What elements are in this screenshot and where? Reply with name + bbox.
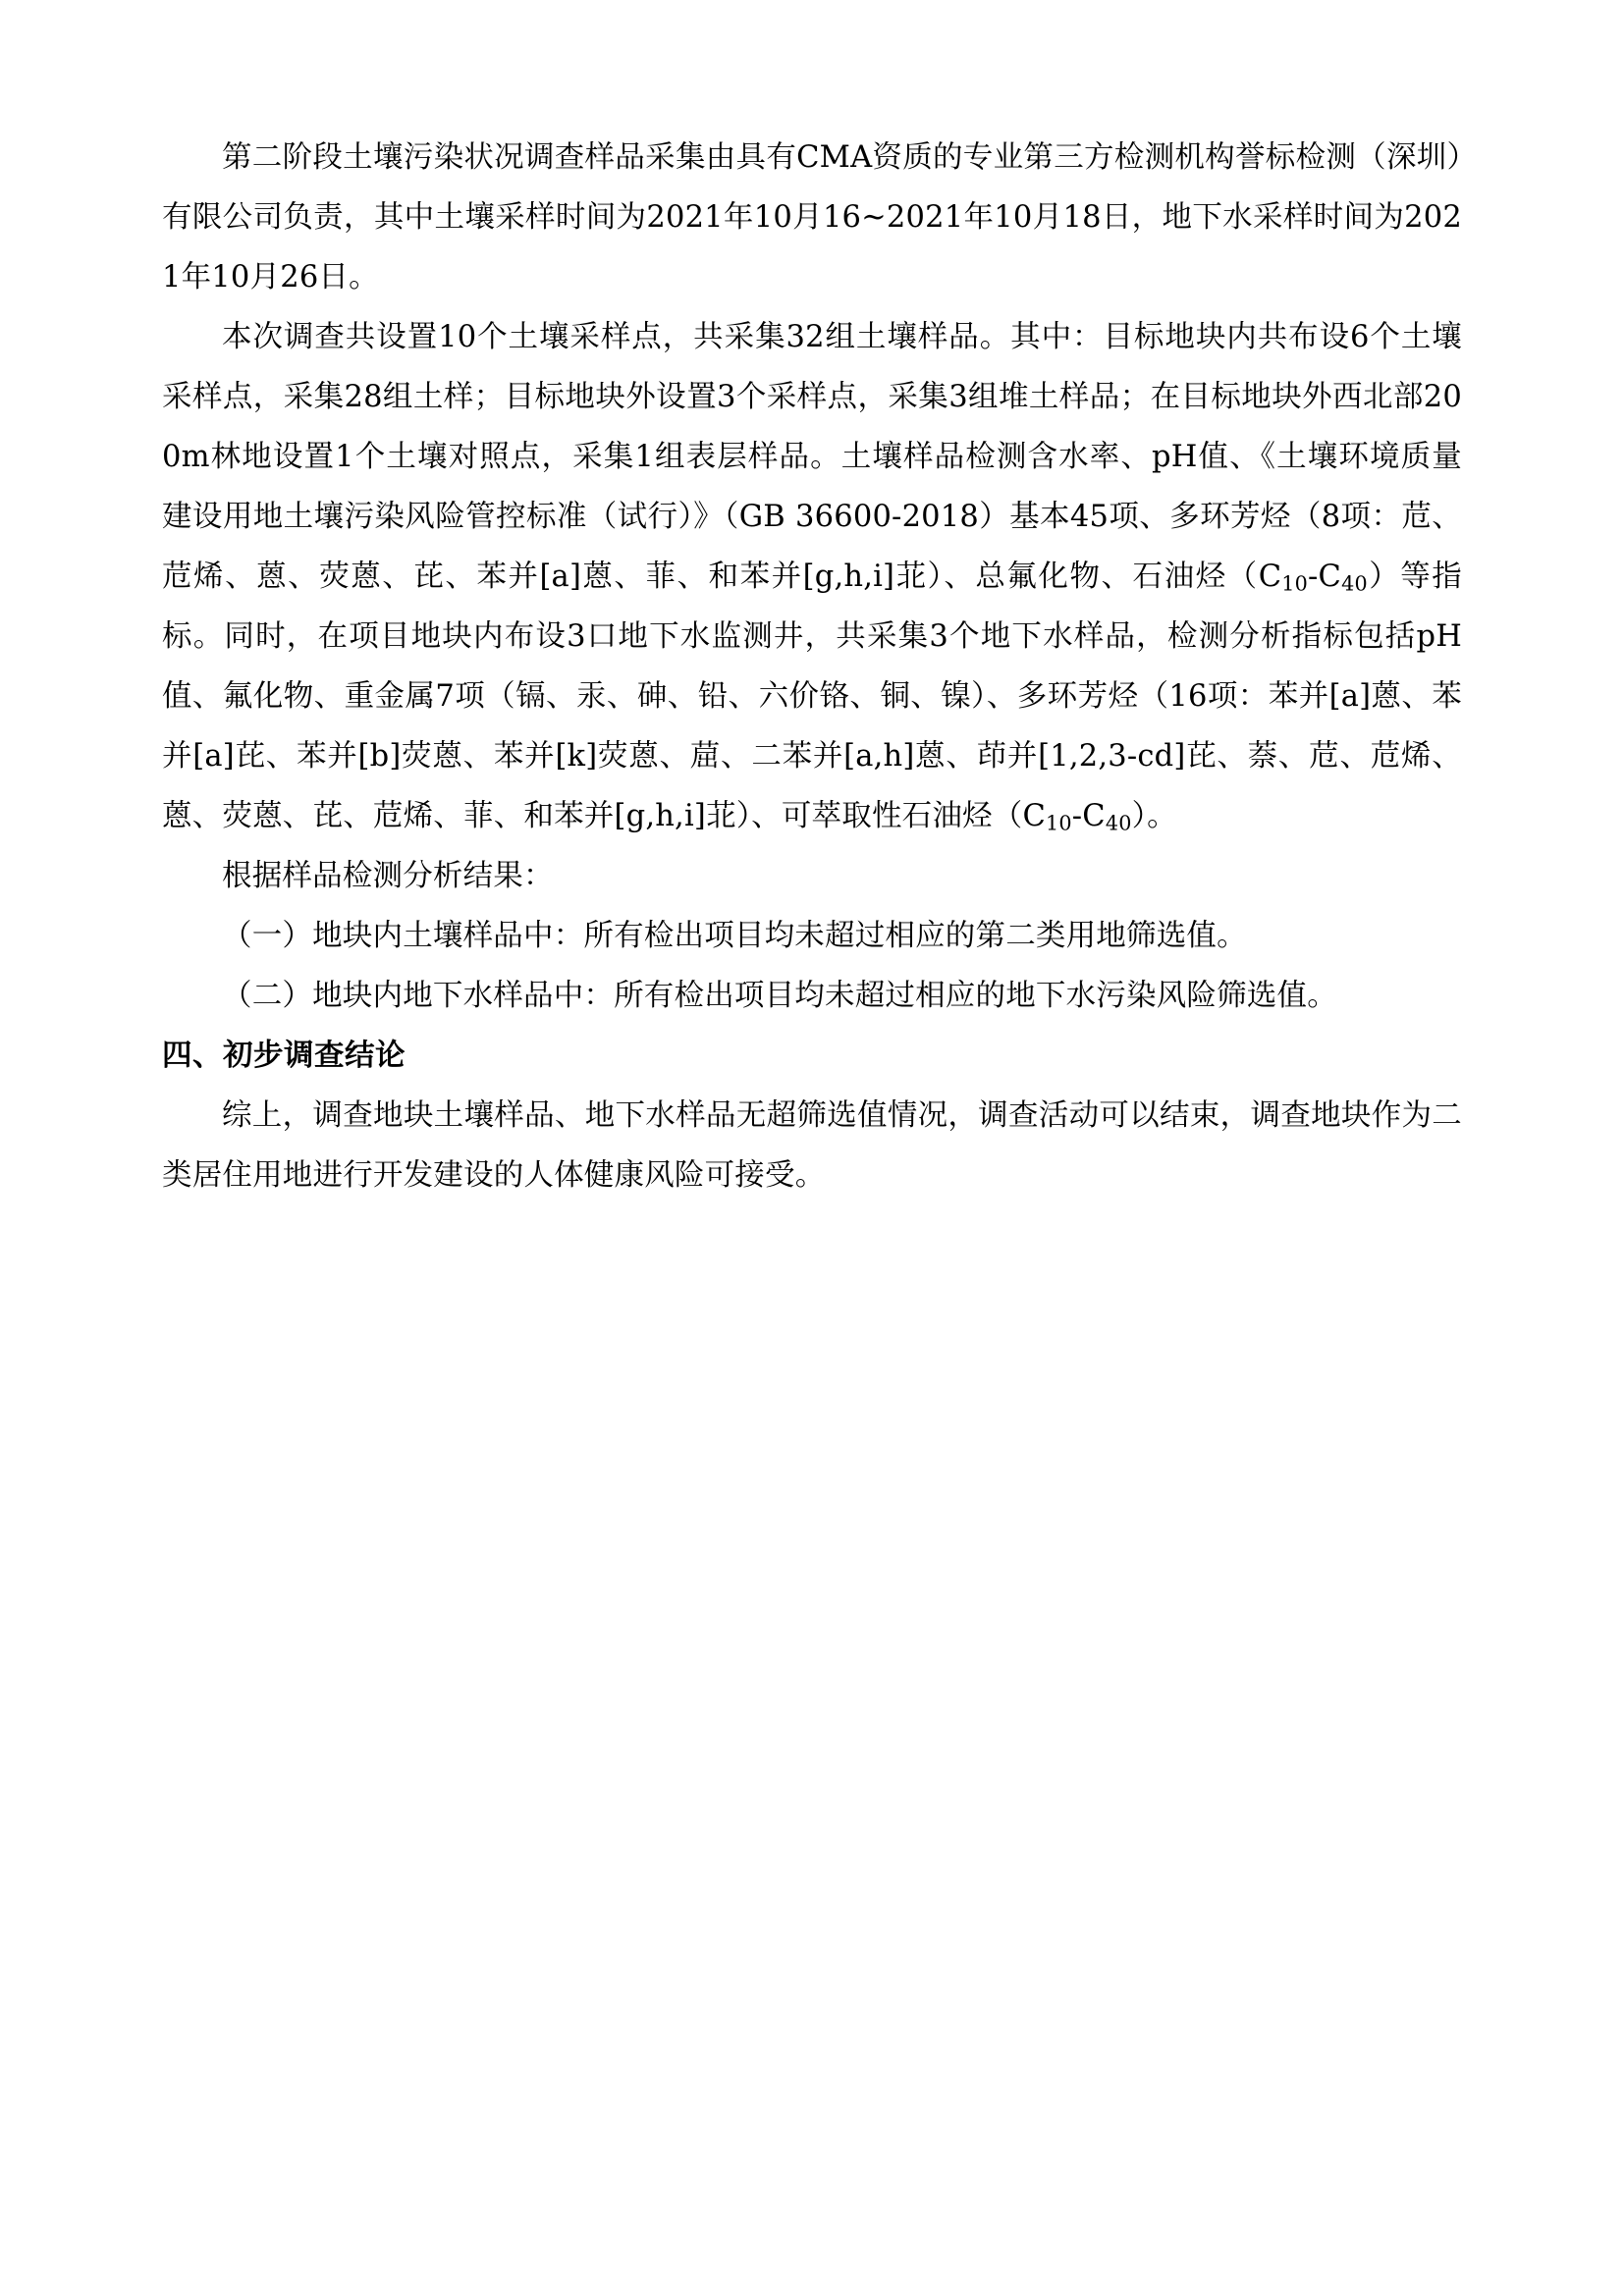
paragraph-results-intro [162, 846, 1462, 906]
paragraph-sampling-agency [162, 128, 1462, 307]
paragraph-text: （二）地块内地下水样品中：所有检出项目均未超过相应的地下水污染风险筛选值。 [222, 979, 1337, 1013]
paragraph-text-part-1: 本次调查共设置10个土壤采样点，共采集32组土壤样品。其中：目标地块内共布设6个土壤采样点，采集28组土样；目标地块外设置3个采样点，采集3组堆土样品；在目标地块外西北部200m林地设置1个土壤对照点，采集1组表层样品。土壤样品检测含水率、pH值、《土壤环境质量 建设用地土壤污染风险管控标准（试行）》（GB 36600-2018）基本45项、多环芳烃（8项：苊、苊烯、蒽、荧蒽、芘、苯并[a]蒽、菲、和苯并[g,h,i]苝）、总氟化物、石油烃（C [162, 320, 1462, 594]
paragraph-text: 根据样品检测分析结果： [222, 859, 554, 893]
paragraph-survey-details [162, 307, 1462, 846]
subscript-c10 [1281, 560, 1308, 594]
subscript-value: 40 [1105, 811, 1132, 835]
paragraph-text-part-2: ）等指标。同时，在项目地块内布设3口地下水监测井，共采集3个地下水样品，检测分析指标包括pH值、氟化物、重金属7项（镉、汞、砷、铅、六价铬、铜、镍）、多环芳烃（16项：苯并[a]蒽、苯并[a]芘、苯并[b]荧蒽、苯并[k]荧蒽、䓛、二苯并[a,h]蒽、茚并[1,2,3-cd]芘、萘、苊、苊烯、蒽、荧蒽、芘、苊烯、菲、和苯并[g,h,i]苝）、可萃取性石油烃（C [162, 560, 1463, 833]
subscript-c10-2 [1046, 799, 1072, 833]
subscript-value: 40 [1341, 571, 1368, 596]
paragraph-text: 第二阶段土壤污染状况调查样品采集由具有CMA资质的专业第三方检测机构誉标检测（深圳）有限公司负责，其中土壤采样时间为2021年10月16~2021年10月18日，地下水采样时间为2021年10月26日。 [162, 140, 1462, 294]
paragraph-conclusion: 综上，调查地块土壤样品、地下水样品无超筛选值情况，调查活动可以结束，调查地块作为二类居住用地进行开发建设的人体健康风险可接受。 [162, 1098, 1462, 1193]
subscript-c40 [1341, 560, 1368, 594]
subscript-c40-2 [1106, 799, 1132, 833]
paragraph-text-part-3: ）。 [1131, 799, 1177, 833]
document-body [162, 128, 1462, 1205]
paragraph-text: （一）地块内土壤样品中：所有检出项目均未超过相应的第二类用地筛选值。 [222, 919, 1247, 953]
paragraph-result-groundwater [162, 966, 1462, 1026]
subscript-value: 10 [1046, 811, 1072, 835]
paragraph-result-soil [162, 906, 1462, 966]
subscript-value: 10 [1281, 571, 1309, 596]
section-heading-conclusion: 四、初步调查结论 [162, 1038, 406, 1073]
inline-dash-c-2: -C [1071, 799, 1106, 833]
inline-dash-c: -C [1308, 560, 1342, 594]
